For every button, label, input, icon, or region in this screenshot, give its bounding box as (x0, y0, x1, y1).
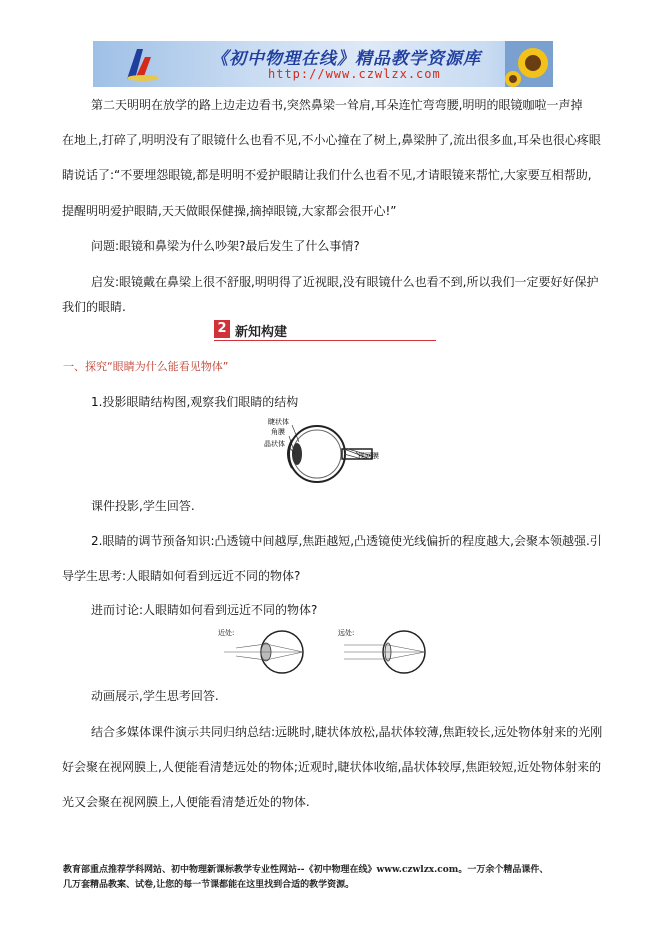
question-text: 问题:眼镜和鼻梁为什么吵架?最后发生了什么事情? (91, 239, 360, 253)
logo-icon (121, 45, 161, 83)
label-retina: 视网膜 (358, 452, 379, 460)
footer-line-2: 几万套精品教案、试卷,让您的每一节课都能在这里找到合适的教学资源。 (63, 880, 355, 890)
discuss-text: 进而讨论:人眼睛如何看到远近不同的物体? (91, 603, 318, 617)
step2-line-2: 导学生思考:人眼睛如何看到远近不同的物体? (62, 569, 301, 583)
step1-text: 1.投影眼睛结构图,观察我们眼睛的结构 (91, 395, 299, 409)
eye-structure-diagram (262, 414, 386, 490)
subsection-title: 一、探究“眼睛为什么能看见物体” (63, 360, 229, 373)
story-line-1: 第二天明明在放学的路上边走边看书,突然鼻梁一耸肩,耳朵连忙弯弯腰,明明的眼镜咖啦一声掉 (91, 98, 583, 112)
footer-line-1: 教育部重点推荐学科网站、初中物理新课标教学专业性网站--《初中物理在线》www.czwlzx.com。一万余个精品课件、 (63, 865, 549, 875)
story-line-3: 睛说话了:“不要埋怨眼镜,都是明明不爱护眼睛让我们什么也看不见,才请眼镜来帮忙,大家要互相帮助, (62, 168, 592, 182)
insight-line-2: 我们的眼睛. (62, 300, 126, 314)
section-title: 新知构建 (235, 325, 288, 340)
banner-url[interactable]: http://www.czwlzx.com (268, 67, 441, 81)
story-line-2: 在地上,打碎了,明明没有了眼镜什么也看不见,不小心撞在了树上,鼻梁肿了,流出很多血,耳朵也很心疼眼 (62, 133, 601, 147)
near-label: 近处: (218, 629, 235, 637)
sunflower-icon (505, 41, 553, 87)
summary-line-2: 好会聚在视网膜上,人便能看清楚远处的物体;近观时,睫状体收缩,晶状体较厚,焦距较短,近处物体射来的 (62, 760, 602, 774)
far-label: 远处: (338, 629, 355, 637)
anim-note: 动画展示,学生思考回答. (91, 689, 219, 703)
section-number: 2 (214, 320, 230, 338)
insight-line-1: 启发:眼镜戴在鼻梁上很不舒服,明明得了近视眼,没有眼镜什么也看不到,所以我们一定要好好保护 (91, 275, 599, 289)
section-rule (214, 340, 436, 341)
header-banner (93, 41, 553, 87)
label-cornea: 角膜 (271, 428, 285, 436)
summary-line-3: 光又会聚在视网膜上,人便能看清楚近处的物体. (62, 795, 310, 809)
summary-line-1: 结合多媒体课件演示共同归纳总结:远眺时,睫状体放松,晶状体较薄,焦距较长,远处物体射来的光刚 (91, 725, 603, 739)
label-ciliary: 睫状体 (268, 418, 289, 426)
story-line-4: 提醒明明爱护眼睛,天天做眼保健操,摘掉眼镜,大家都会很开心!” (62, 204, 397, 218)
step2-line-1: 2.眼睛的调节预备知识:凸透镜中间越厚,焦距越短,凸透镜使光线偏折的程度越大,会聚本领越强.引 (91, 534, 602, 548)
banner-title: 《初中物理在线》精品教学资源库 (211, 49, 481, 69)
vision-diagram (214, 624, 439, 679)
label-lens: 晶状体 (264, 440, 285, 448)
step1-note: 课件投影,学生回答. (91, 499, 195, 513)
section-heading (214, 319, 436, 341)
